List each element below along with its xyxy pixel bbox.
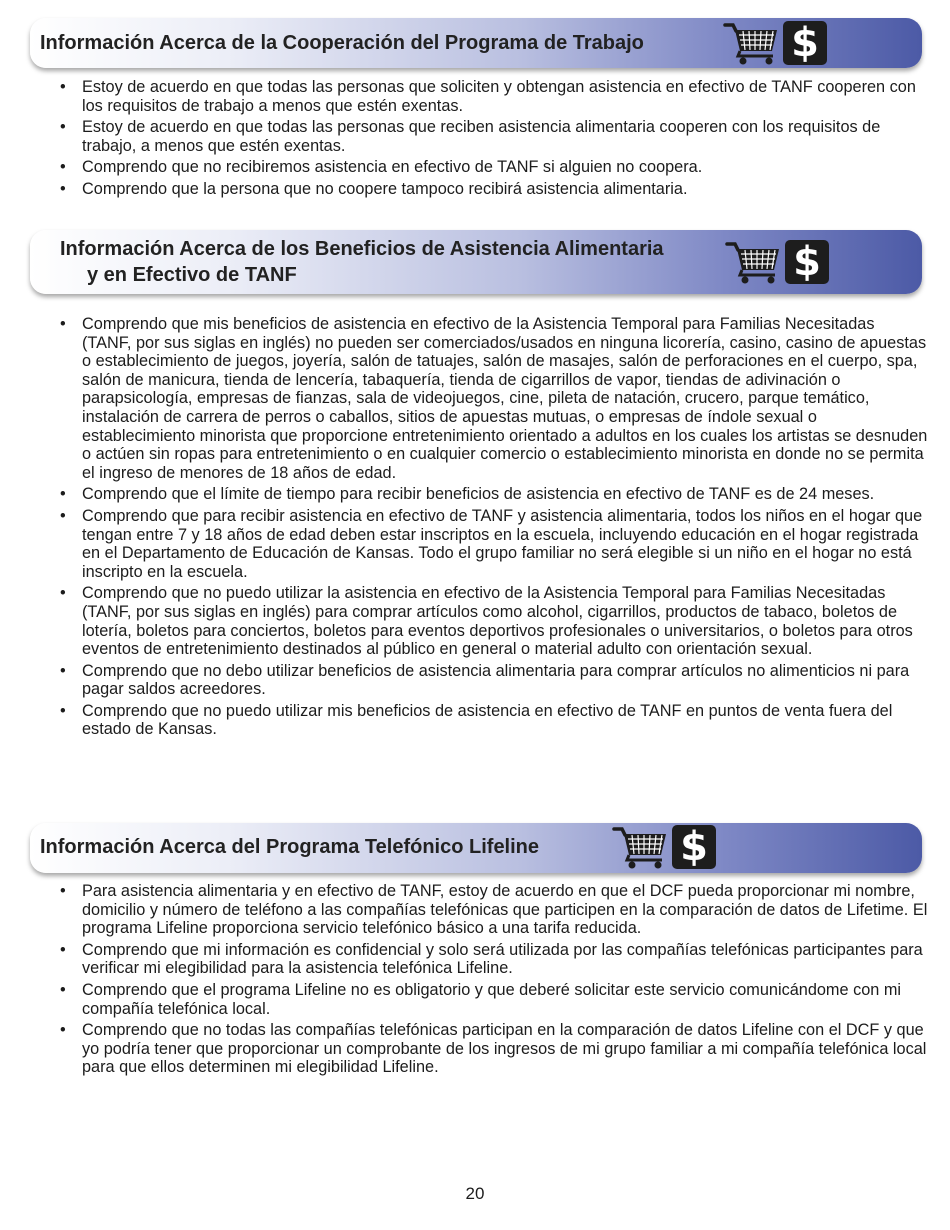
list-item: • Comprendo que el programa Lifeline no es obligatorio y que deberé solicitar este servicio comunicándome con mi compañía telefónica local. [58, 981, 928, 1018]
section-title-line: y en Efectivo de TANF [87, 264, 297, 286]
section-title-line: Información Acerca de la Cooperación del Programa de Trabajo [40, 32, 644, 54]
section-title [60, 236, 664, 288]
section-title-line: Información Acerca del Programa Telefónico Lifeline [40, 836, 540, 858]
bullet-list-tanf-benefits [58, 315, 928, 742]
section-title [40, 30, 644, 56]
list-item: • Estoy de acuerdo en que todas las personas que reciben asistencia alimentaria cooperen con los requisitos de trabajo, a menos que estén exentas. [58, 118, 928, 155]
list-item: • Comprendo que no todas las compañías telefónicas participan en la comparación de datos Lifeline con el DCF y que yo podría tener que proporcionar un comprobante de los ingresos de mi grupo familiar a mi compañía telefónica local para que ellos determinen mi elegibilidad Lifeline. [58, 1021, 928, 1077]
section-banner-lifeline [30, 823, 922, 873]
list-item: • Comprendo que el límite de tiempo para recibir beneficios de asistencia en efectivo de TANF es de 24 meses. [58, 485, 928, 504]
section-icons [725, 240, 829, 284]
section-title-line: Información Acerca de los Beneficios de Asistencia Alimentaria [60, 238, 664, 260]
dollar-icon: $ [783, 21, 827, 65]
list-item: • Comprendo que la persona que no coopere tampoco recibirá asistencia alimentaria. [58, 180, 928, 199]
bullet-list-lifeline [58, 882, 928, 1080]
list-item: • Comprendo que mi información es confidencial y solo será utilizada por las compañías telefónicas participantes para verificar mi elegibilidad para la asistencia telefónica Lifeline. [58, 941, 928, 978]
shopping-cart-icon [612, 825, 668, 869]
page-number: 20 [465, 1184, 485, 1203]
list-item: • Comprendo que no debo utilizar beneficios de asistencia alimentaria para comprar artículos no alimenticios ni para pagar saldos acreedores. [58, 662, 928, 699]
section-banner-work-cooperation [30, 18, 922, 68]
section-title [40, 834, 539, 860]
dollar-icon: $ [672, 825, 716, 869]
shopping-cart-icon [725, 240, 781, 284]
list-item: • Comprendo que no recibiremos asistencia en efectivo de TANF si alguien no coopera. [58, 158, 928, 177]
list-item: • Estoy de acuerdo en que todas las personas que soliciten y obtengan asistencia en efectivo de TANF cooperen con los requisitos de trabajo a menos que estén exentas. [58, 78, 928, 115]
bullet-list-work-cooperation [58, 78, 928, 202]
list-item: • Comprendo que mis beneficios de asistencia en efectivo de la Asistencia Temporal para Familias Necesitadas (TANF, por sus siglas en inglés) no pueden ser comerciados/usados en ninguna licorería, casino, casino de apuestas o establecimiento de juegos, joyería, salón de tatuajes, salón de masajes, salón de perforaciones en el cuerpo, spa, salón de manicura, tienda de lencería, tabaquería, tienda de cigarrillos de vapor, tiendas de adivinación o parapsicología, empresas de fianzas, sala de videojuegos, cine, pileta de natación, crucero, parque temático, instalación de carrera de perros o caballos, sitios de apuestas mutuas, o empresas de índole sexual o establecimiento minorista que proporcione entretenimiento orientado a adultos en los cuales los artistas se desnuden o actúen sin ropas para entretenimiento o en cualquier comercio o establecimiento minorista en donde no se permita el ingreso de menores de 18 años de edad. [58, 315, 928, 482]
dollar-icon: $ [785, 240, 829, 284]
section-icons [612, 825, 716, 869]
list-item: • Comprendo que no puedo utilizar la asistencia en efectivo de la Asistencia Temporal para Familias Necesitadas (TANF, por sus siglas en inglés) para comprar artículos como alcohol, cigarrillos, productos de tabaco, boletos de lotería, boletos para conciertos, boletos para eventos deportivos profesionales o universitarios, o boletos para otros eventos de entretenimiento destinados al público en general o material adulto con orientación sexual. [58, 584, 928, 658]
list-item: • Comprendo que para recibir asistencia en efectivo de TANF y asistencia alimentaria, todos los niños en el hogar que tengan entre 7 y 18 años de edad deben estar inscriptos en la escuela, incluyendo educación en el hogar registrada en el Departamento de Educación de Kansas. Todo el grupo familiar no será elegible si un niño en el hogar no está inscripto en la escuela. [58, 507, 928, 581]
section-icons [723, 21, 827, 65]
section-banner-tanf-benefits [30, 230, 922, 294]
shopping-cart-icon [723, 21, 779, 65]
list-item: • Para asistencia alimentaria y en efectivo de TANF, estoy de acuerdo en que el DCF pueda proporcionar mi nombre, domicilio y número de teléfono a las compañías telefónicas que participen en la comparación de datos de Lifetime. El programa Lifeline proporciona servicio telefónico básico a una tarifa reducida. [58, 882, 928, 938]
list-item: • Comprendo que no puedo utilizar mis beneficios de asistencia en efectivo de TANF en puntos de venta fuera del estado de Kansas. [58, 702, 928, 739]
